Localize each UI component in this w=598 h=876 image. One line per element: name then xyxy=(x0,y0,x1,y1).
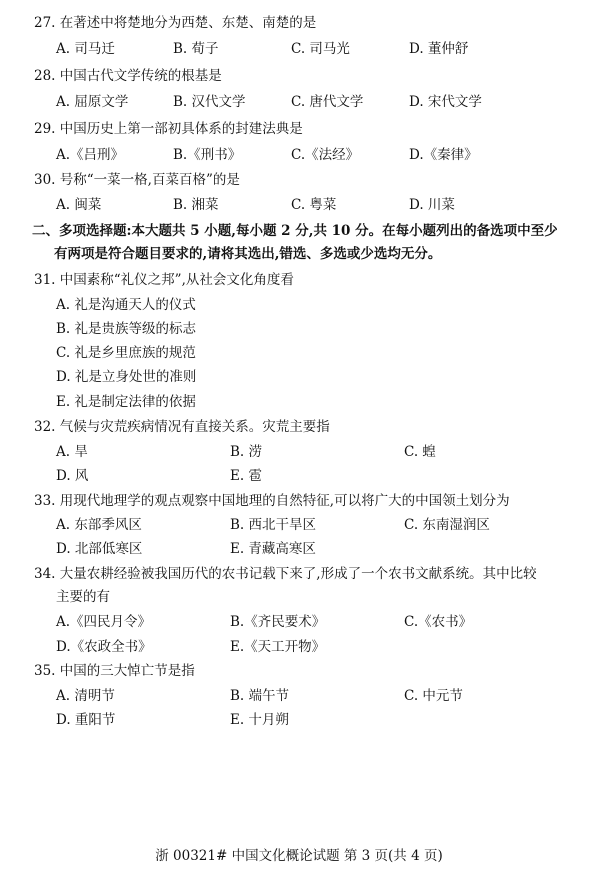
question-32-stem xyxy=(34,418,330,436)
question-33-stem xyxy=(34,492,510,510)
option-28a: A. 屈原文学 xyxy=(56,94,129,110)
question-28-stem xyxy=(34,67,222,85)
question-number: 33. xyxy=(34,493,56,509)
question-29-stem xyxy=(34,120,303,138)
option-28b: B. 汉代文学 xyxy=(173,94,246,110)
option-31e: E. 礼是制定法律的依据 xyxy=(56,394,196,410)
option-31a: A. 礼是沟通天人的仪式 xyxy=(56,297,196,313)
section-heading: 二、多项选择题:本大题共 5 小题,每小题 2 分,共 10 分。在每小题列出的备选项中至少 xyxy=(32,223,558,239)
option-31b: B. 礼是贵族等级的标志 xyxy=(56,321,197,337)
option-30a: A. 闽菜 xyxy=(56,197,102,213)
question-text: 用现代地理学的观点观察中国地理的自然特征,可以将广大的中国领土划分为 xyxy=(59,493,510,509)
option-28d: D. 宋代文学 xyxy=(409,94,482,110)
page-footer: 浙 00321# 中国文化概论试题 第 3 页(共 4 页) xyxy=(155,848,443,864)
option-27b: B. 荀子 xyxy=(173,41,219,57)
question-text: 中国素称“礼仪之邦”,从社会文化角度看 xyxy=(59,272,294,288)
section-heading-cont: 有两项是符合题目要求的,请将其选出,错选、多选或少选均无分。 xyxy=(54,246,442,262)
question-number: 31. xyxy=(34,272,56,288)
question-number: 30. xyxy=(34,172,56,188)
option-30c: C. 粤菜 xyxy=(291,197,337,213)
option-31c: C. 礼是乡里庶族的规范 xyxy=(56,345,196,361)
option-35d: D. 重阳节 xyxy=(56,712,116,728)
option-32a: A. 旱 xyxy=(56,444,88,460)
question-text: 大量农耕经验被我国历代的农书记载下来了,形成了一个农书文献系统。其中比较 xyxy=(59,566,537,582)
question-text: 在著述中将楚地分为西楚、东楚、南楚的是 xyxy=(59,15,317,31)
option-29b: B.《刑书》 xyxy=(173,147,242,163)
question-30-stem xyxy=(34,171,240,189)
option-29c: C.《法经》 xyxy=(291,147,360,163)
question-34-stem-cont: 主要的有 xyxy=(56,589,110,605)
option-30b: B. 湘菜 xyxy=(173,197,219,213)
option-29d: D.《秦律》 xyxy=(409,147,478,163)
question-27-stem xyxy=(34,14,316,32)
option-33c: C. 东南湿润区 xyxy=(404,517,490,533)
question-text: 中国的三大悼亡节是指 xyxy=(59,663,195,679)
option-28c: C. 唐代文学 xyxy=(291,94,364,110)
question-number: 28. xyxy=(34,68,56,84)
option-34b: B.《齐民要术》 xyxy=(230,614,326,630)
question-number: 29. xyxy=(34,121,56,137)
option-30d: D. 川菜 xyxy=(409,197,455,213)
option-27d: D. 董仲舒 xyxy=(409,41,469,57)
option-32c: C. 蝗 xyxy=(404,444,436,460)
question-number: 34. xyxy=(34,566,56,582)
question-text: 气候与灾荒疾病情况有直接关系。灾荒主要指 xyxy=(59,419,330,435)
question-number: 35. xyxy=(34,663,56,679)
question-text: 号称“一菜一格,百菜百格”的是 xyxy=(59,172,240,188)
option-35e: E. 十月朔 xyxy=(230,712,289,728)
question-31-stem xyxy=(34,271,294,289)
question-34-stem xyxy=(34,565,537,583)
option-27a: A. 司马迁 xyxy=(56,41,115,57)
option-29a: A.《吕刑》 xyxy=(56,147,125,163)
option-32e: E. 雹 xyxy=(230,468,262,484)
option-34a: A.《四民月令》 xyxy=(56,614,152,630)
option-32b: B. 涝 xyxy=(230,444,263,460)
option-34d: D.《农政全书》 xyxy=(56,639,152,655)
option-35b: B. 端午节 xyxy=(230,688,290,704)
option-33d: D. 北部低寒区 xyxy=(56,541,143,557)
option-35c: C. 中元节 xyxy=(404,688,463,704)
option-33a: A. 东部季风区 xyxy=(56,517,142,533)
option-34c: C.《农书》 xyxy=(404,614,473,630)
option-35a: A. 清明节 xyxy=(56,688,115,704)
option-33e: E. 青藏高寒区 xyxy=(230,541,316,557)
option-31d: D. 礼是立身处世的准则 xyxy=(56,369,197,385)
question-35-stem xyxy=(34,662,195,680)
option-27c: C. 司马光 xyxy=(291,41,350,57)
question-number: 27. xyxy=(34,15,56,31)
question-text: 中国古代文学传统的根基是 xyxy=(59,68,222,84)
option-34e: E.《天工开物》 xyxy=(230,639,326,655)
option-33b: B. 西北干旱区 xyxy=(230,517,317,533)
question-text: 中国历史上第一部初具体系的封建法典是 xyxy=(59,121,303,137)
question-number: 32. xyxy=(34,419,56,435)
option-32d: D. 风 xyxy=(56,468,89,484)
